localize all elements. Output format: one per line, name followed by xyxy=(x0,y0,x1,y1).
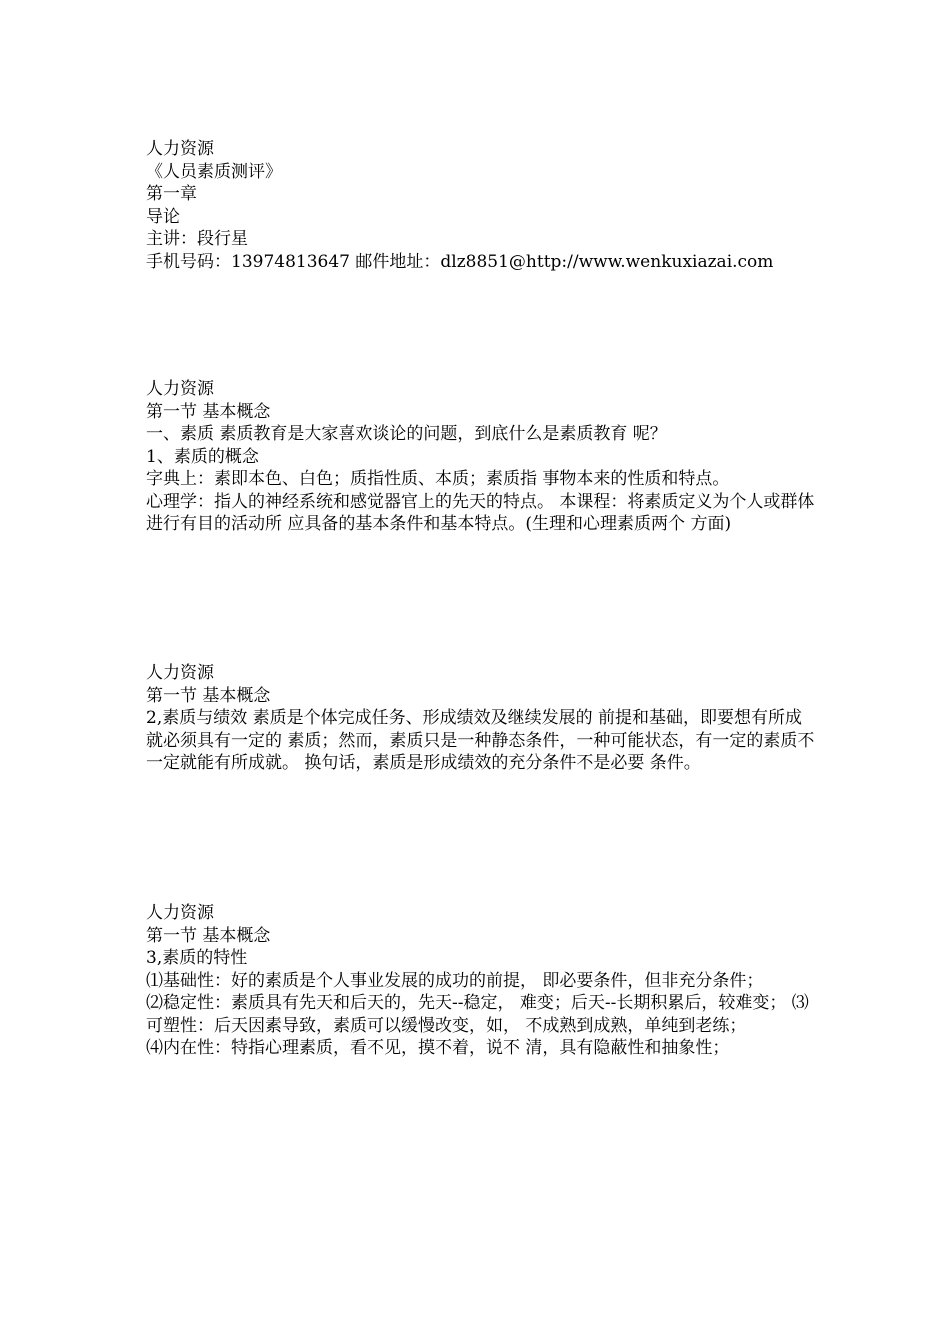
section-cover xyxy=(146,138,816,273)
header-label: 人力资源 xyxy=(146,903,214,923)
paragraph: 心理学：指人的神经系统和感觉器官上的先天的特点。 本课程：将素质定义为个人或群体进行有目的活动所 应具备的基本条件和基本特点。(生理和心理素质两个 方面) xyxy=(146,491,815,534)
subheading: 3,素质的特性 xyxy=(146,948,248,968)
chapter-number: 第一章 xyxy=(146,184,197,204)
paragraph: 字典上：素即本色、白色；质指性质、本质；素质指 事物本来的性质和特点。 xyxy=(146,469,730,489)
course-title: 《人员素质测评》 xyxy=(146,161,282,182)
paragraph: 一、素质 素质教育是大家喜欢谈论的问题，到底什么是素质教育 呢？ xyxy=(146,424,667,444)
contact-info: 手机号码：13974813647 邮件地址：dlz8851@http://www.wenkuxiazai.com xyxy=(146,251,774,272)
paragraph: 2,素质与绩效 素质是个体完成任务、形成绩效及继续发展的 前提和基础，即要想有所成就必须具有一定的 素质；然而，素质只是一种静态条件，一种可能状态，有一定的素质不一定就能有所成就。 换句话，素质是形成绩效的充分条件不是必要 条件。 xyxy=(146,708,815,773)
section-heading: 第一节 基本概念 xyxy=(146,401,271,422)
chapter-title: 导论 xyxy=(146,206,180,227)
list-item: ⑵稳定性：素质具有先天和后天的，先天--稳定， 难变；后天--长期积累后，较难变； ⑶可塑性：后天因素导致，素质可以缓慢改变，如， 不成熟到成熟，单纯到老练； xyxy=(146,993,809,1036)
section-heading: 第一节 基本概念 xyxy=(146,925,271,946)
subheading: 1、素质的概念 xyxy=(146,446,259,467)
header-label: 人力资源 xyxy=(146,663,214,683)
lecturer: 主讲：段行星 xyxy=(146,229,248,249)
section-quality-performance xyxy=(146,662,816,775)
section-quality-concept xyxy=(146,378,816,536)
section-heading: 第一节 基本概念 xyxy=(146,685,271,706)
header-label: 人力资源 xyxy=(146,139,214,159)
header-label: 人力资源 xyxy=(146,379,214,399)
list-item: ⑷内在性：特指心理素质，看不见，摸不着，说不 清，具有隐蔽性和抽象性； xyxy=(146,1038,730,1058)
section-quality-traits xyxy=(146,902,816,1060)
list-item: ⑴基础性：好的素质是个人事业发展的成功的前提， 即必要条件，但非充分条件； xyxy=(146,970,764,991)
